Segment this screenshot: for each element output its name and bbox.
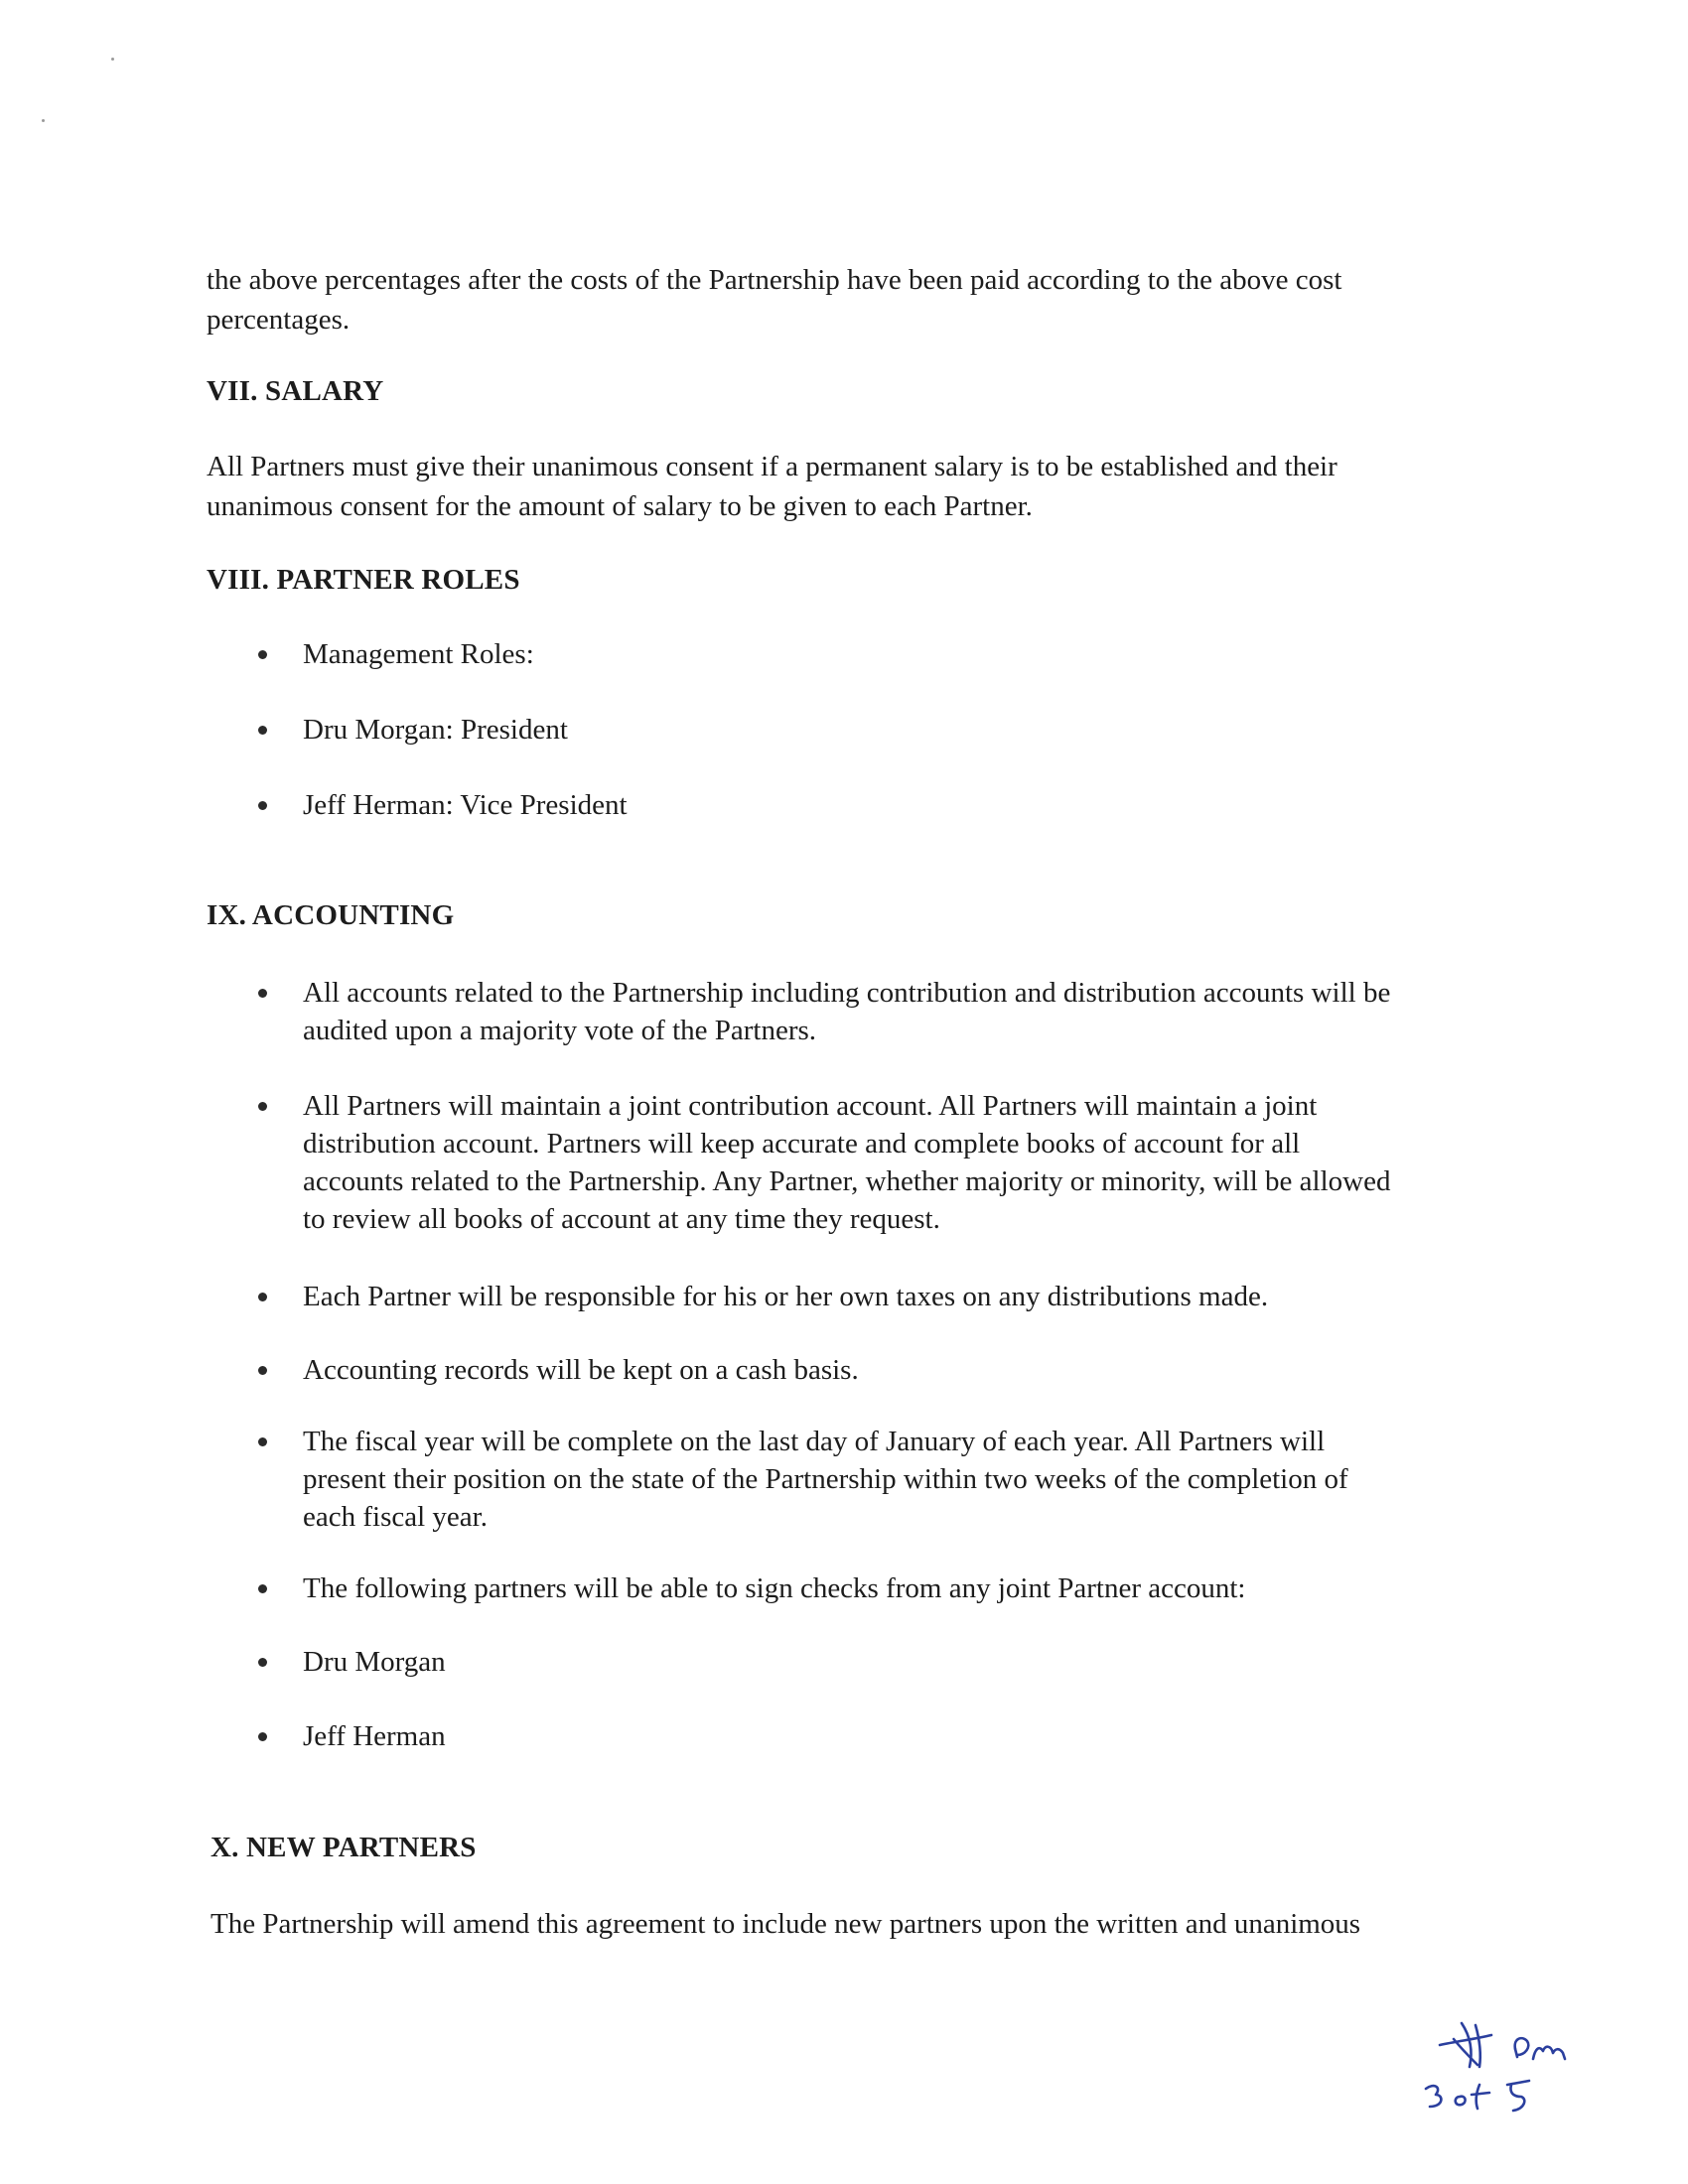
list-item-text: Jeff Herman: Vice President <box>303 789 628 821</box>
section-heading-salary: VII. SALARY <box>207 375 384 407</box>
list-item-text: Each Partner will be responsible for his or her own taxes on any distributions made. <box>303 1281 1269 1312</box>
salary-paragraph: All Partners must give their unanimous consent if a permanent salary is to be established and their unanimous consent for the amount of salary to be given to each Partner. <box>207 451 1337 522</box>
bullet-icon <box>258 1102 267 1111</box>
bullet-icon <box>258 1437 267 1446</box>
list-item-text: All accounts related to the Partnership including contribution and distribution accounts will be audited upon a majority vote of the Partners. <box>303 977 1391 1046</box>
list-item-text: The fiscal year will be complete on the last day of January of each year. All Partners will present their position on the state of the Partnership within two weeks of the completion of each fiscal year. <box>303 1426 1348 1533</box>
list-item-text: Accounting records will be kept on a cash basis. <box>303 1354 859 1386</box>
list-item-text: Jeff Herman <box>303 1720 446 1752</box>
scan-speck <box>42 119 45 122</box>
list-item-text: Dru Morgan <box>303 1646 446 1678</box>
section-heading-partner-roles: VIII. PARTNER ROLES <box>207 564 520 596</box>
bullet-icon <box>258 1584 267 1593</box>
new-partners-paragraph: The Partnership will amend this agreement to include new partners upon the written and unanimous <box>211 1908 1361 1940</box>
handwritten-initials <box>1410 2005 1609 2124</box>
bullet-icon <box>258 1293 267 1301</box>
bullet-icon <box>258 1366 267 1375</box>
list-item-text: Dru Morgan: President <box>303 714 568 746</box>
bullet-icon <box>258 801 267 810</box>
bullet-icon <box>258 726 267 735</box>
bullet-icon <box>258 650 267 659</box>
continuation-paragraph: the above percentages after the costs of the Partnership have been paid according to the above cost percentages. <box>207 264 1342 336</box>
bullet-icon <box>258 989 267 998</box>
list-item-text: Management Roles: <box>303 638 534 670</box>
bullet-icon <box>258 1658 267 1667</box>
section-heading-new-partners: X. NEW PARTNERS <box>211 1832 477 1863</box>
list-item-text: The following partners will be able to sign checks from any joint Partner account: <box>303 1572 1246 1604</box>
list-item-text: All Partners will maintain a joint contribution account. All Partners will maintain a joint distribution account. Partners will keep accurate and complete books of account for all accounts related to the Partnership. Any Partner, whether majority or minority, will be allowed to review all books of account at any time they request. <box>303 1090 1391 1235</box>
scan-speck <box>111 58 114 61</box>
bullet-icon <box>258 1732 267 1741</box>
section-heading-accounting: IX. ACCOUNTING <box>207 899 455 931</box>
